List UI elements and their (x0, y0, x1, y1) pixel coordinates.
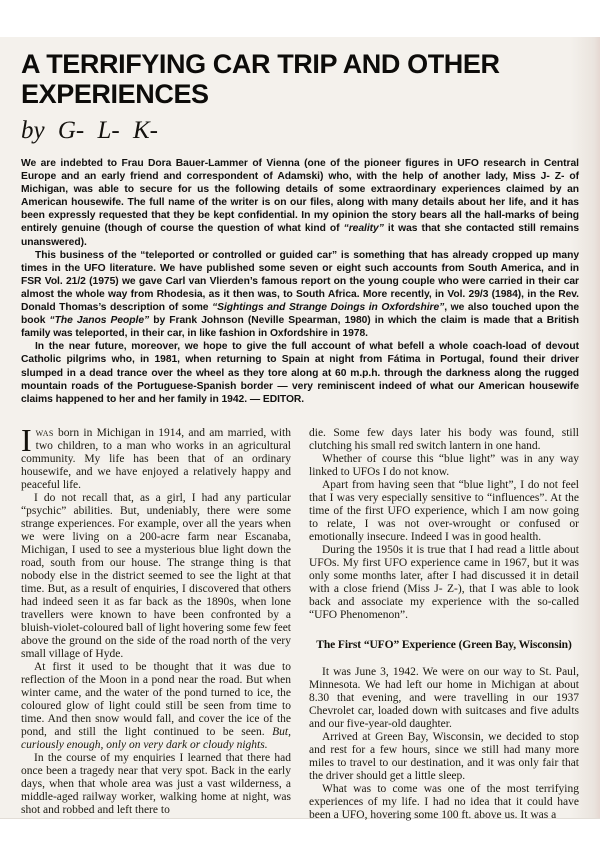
body-paragraph (21, 661, 291, 752)
body-p3-italic: But, curiously enough, only on very dark or cloudy nights. (21, 725, 291, 751)
body-paragraph: Apart from having seen that “blue light”, I do not feel that I was very especially sensitive to “influences”. At the time of the first UFO experience, which I am now going to relate, I was not over-wrought or confused or emotionally insecure. Indeed I was in good health. (309, 478, 579, 543)
editor-note-p1-text-end: it was that she contacted still remains unanswered). (21, 223, 579, 248)
body-paragraph-dropcap (21, 421, 291, 492)
article-title-line2: EXPERIENCES (21, 79, 209, 109)
body-paragraph: It was June 3, 1942. We were on our way to St. Paul, Minnesota. We had left our home in Michigan at about 8.30 that evening, and were travelling in our 1937 Chevrolet car, loaded down with suitcases and five adults and our five-year-old daughter. (309, 665, 579, 730)
body-paragraph: During the 1950s it is true that I had read a little about UFOs. My first UFO experience came in 1967, but it was only some months later, after I had discussed it in detail with a close friend (Miss J- Z-), that I was able to look back and associate my experience with the so-called “UFO Phenomenon”. (309, 543, 579, 621)
editor-note-p2-text-mid: , we also touched upon the book (21, 302, 579, 327)
two-column-body (21, 421, 579, 822)
editor-note-p2-text: This business of the “teleported or controlled or guided car” is something that has already cropped up many times in the UFO literature. We have published some seven or eight such accounts from South America, and in FSR Vol. 21/2 (1975) we gave Carl van Vlierden’s famous report on the young couple who were carried in their car almost the whole way from Rhodesia, as it then was, to South Africa. More recently, in Vol. 29/3 (1984), in the Rev. Donald Thomas’s description of some (21, 249, 579, 314)
page-content (0, 37, 600, 822)
body-paragraph: I do not recall that, as a girl, I had any particular “psychic” abilities. But, undeniably, there were some strange experiences. For example, over all the years when we were living on a 200-acre farm near Escanaba, Michigan, I used to see a mysterious blue light down the road, south from our house. The strange thing is that nobody else in the district seemed to see the light at that time. But, as a result of enquiries, I discovered that others had indeed seen it as far back as the 1890s, when lone travellers were known to have been confronted by a bluish-violet-coloured ball of light hovering some few feet above the ground on the side of the road north of the very small village of Hyde. (21, 491, 291, 660)
body-paragraph: In the course of my enquiries I learned that there had once been a tragedy near that very spot. Back in the early days, when that whole area was just a vast wilderness, a middle-aged railway worker, walking home at night, was shot and robbed and left there to (21, 751, 291, 816)
body-p3-text: At first it used to be thought that it was due to reflection of the Moon in a pond near the road. But when winter came, and the water of the pond turned to ice, the coloured glow of light could still be seen from time to time. And then snow would fall, and cover the ice of the pond, and still the light continued to be seen. (21, 660, 291, 738)
editor-note-paragraph-1 (21, 157, 579, 249)
editor-note (21, 157, 579, 406)
scanned-magazine-page (0, 37, 600, 819)
article-title-line1: A TERRIFYING CAR TRIP AND OTHER (21, 49, 500, 79)
body-p1-text: born in Michigan in 1914, and am married, with two children, to a man who works in an agricultural community. My life has been that of an ordinary housewife, and we have enjoyed a relatively happy and peaceful life. (21, 426, 291, 491)
drop-cap: I (21, 421, 32, 458)
editor-note-p2-text-end: by Frank Johnson (Neville Spearman, 1980) in which the claim is made that a British family was teleported, in their car, in like fashion in Oxfordshire in 1978. (21, 315, 579, 340)
editor-note-p2-italic-title1: “Sightings and Strange Doings in Oxfordshire” (212, 302, 445, 314)
article-title (21, 49, 579, 109)
editor-note-p1-text: We are indebted to Frau Dora Bauer-Lammer of Vienna (one of the pioneer figures in UFO research in Central Europe and an early friend and correspondent of Adamski) who, with the help of another lady, Miss J- Z- of Michigan, was able to secure for us the following details of some extraordinary experiences claimed by an American housewife. The full name of the writer is on our files, along with many details about her life, and it has been expressly requested that they be kept confidential. In my opinion the story bears all the hall-marks of being entirely genuine (though of course the question of what kind of (21, 158, 579, 235)
editor-note-paragraph-3: In the near future, moreover, we hope to give the full account of what befell a whole coach-load of devout Catholic pilgrims who, in 1981, when returning to Spain at night from Fátima in Portugal, found their driver slumped in a dead trance over the wheel as they tore along at 60 m.p.h. through the darkness along the rugged mountain roads of the Portuguese-Spanish border — very reminiscent indeed of what our American housewife claims happened to her and her family in 1942. — EDITOR. (21, 341, 579, 405)
editor-note-p1-italic: “reality” (343, 223, 384, 235)
section-heading: The First “UFO” Experience (Green Bay, Wisconsin) (316, 638, 572, 651)
editor-note-paragraph-2 (21, 249, 579, 341)
small-caps-word: was (35, 426, 54, 439)
left-column (21, 421, 291, 822)
body-paragraph-continuation: die. Some few days later his body was found, still clutching his small red switch lantern in one hand. (309, 426, 579, 452)
editor-note-p2-italic-title2: “The Janos People” (49, 315, 150, 327)
body-paragraph: Arrived at Green Bay, Wisconsin, we decided to stop and rest for a few hours, since we still had many more miles to travel to our destination, and it was only fair that the driver should get a little sleep. (309, 730, 579, 782)
body-paragraph: What was to come was one of the most terrifying experiences of my life. I had no idea that it could have been a UFO, hovering some 100 ft. above us. It was a (309, 782, 579, 821)
right-column (309, 427, 579, 822)
body-paragraph: Whether of course this “blue light” was in any way linked to UFOs I do not know. (309, 452, 579, 478)
article-byline: by G- L- K- (21, 117, 158, 144)
